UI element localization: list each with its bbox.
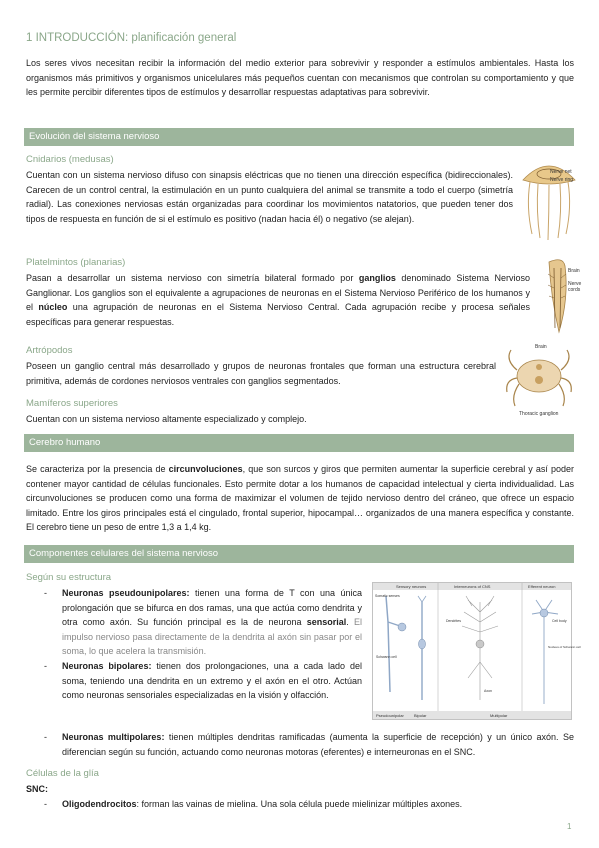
neuron-types-figure	[372, 582, 581, 720]
fig-label-dendrites: Dendrites	[446, 619, 461, 623]
fig-header-sensory: Sensory neurons	[396, 584, 427, 589]
fig-label-cellbody: Cell body	[552, 619, 567, 623]
planarias-text-e: una agrupación de neuronas en el Sistema Nervioso Central. Cada agrupación recibe y procesa señales específicas para generar respuestas.	[26, 302, 530, 327]
dash-bullet: -	[44, 799, 47, 809]
snc-label: SNC:	[26, 784, 48, 794]
fig-label-axon: Axon	[484, 689, 492, 693]
planaria-label-nerve: Nerve	[568, 281, 582, 287]
section-heading-componentes: Componentes celulares del sistema nervioso	[24, 545, 574, 563]
planarias-term-ganglios: ganglios	[358, 273, 396, 283]
oligodendrocitos-text: : forman las vainas de mielina. Una sola célula puede mielinizar múltiples axones.	[136, 799, 463, 809]
cerebro-paragraph	[26, 462, 574, 535]
pseudounipolar-text2: .	[346, 617, 354, 628]
mamiferos-paragraph: Cuentan con un sistema nervioso altamente especializado y complejo.	[26, 414, 307, 424]
planarias-title: Platelmintos (planarias)	[26, 257, 126, 268]
fig-header-interneurons: Interneurons of CNS	[454, 584, 491, 589]
list-item	[26, 730, 574, 759]
bipolar-term: Neuronas bipolares:	[62, 660, 152, 671]
crab-figure	[505, 340, 573, 418]
page-number: 1	[567, 822, 572, 831]
jellyfish-figure	[518, 152, 580, 242]
planarias-text-c: denominado Sistema Nervioso Ganglionar. Los ganglios son el equivalente a agrupaciones de neuronas en el Sistema Nervioso Periférico de los humanos y el	[26, 273, 530, 313]
pseudounipolar-term-sensorial: sensorial	[306, 617, 347, 628]
fig-label-nucleus-schwann: Nucleus of Schwann cell	[548, 645, 581, 649]
planaria-label-brain: Brain	[568, 268, 580, 274]
glia-list	[26, 797, 574, 812]
bipolar-text: tienen dos prolongaciones, una a cada lado del soma, teniendo una dendrita en un extremo y el axón en el otro. Actúan como neuronas sensoriales especializadas en la visión y olfacción.	[62, 660, 362, 701]
fig-footer-pseudounipolar: Pseudounipolar	[376, 713, 404, 718]
planarias-text-a: Pasan a desarrollar un sistema nervioso con simetría bilateral formado por	[26, 273, 359, 283]
planarias-paragraph	[26, 271, 530, 329]
neuron-list-part-2	[26, 730, 574, 759]
estructura-title: Según su estructura	[26, 572, 112, 583]
fig-footer-bipolar: Bipolar	[414, 713, 427, 718]
crab-label-brain: Brain	[535, 344, 547, 350]
dash-bullet: -	[44, 732, 47, 742]
multipolar-term: Neuronas multipolares:	[62, 732, 165, 742]
pseudounipolar-note: El impulso nervioso pasa directamente de la dendrita al axón sin pasar por el soma, lo que acelera la transmisión.	[62, 617, 362, 657]
dash-bullet: -	[44, 588, 47, 598]
glia-title: Células de la glía	[26, 768, 99, 779]
mamiferos-title: Mamíferos superiores	[26, 398, 118, 409]
list-item	[26, 797, 574, 812]
fig-label-schwann: Schwann cell	[376, 655, 397, 659]
fig-footer-multipolar: Multipolar	[490, 713, 508, 718]
jelly-label-ring: Nerve ring	[550, 177, 574, 183]
crab-label-ganglion: Thoracic ganglion	[519, 411, 559, 417]
neuron-list-part-1	[26, 586, 362, 703]
oligodendrocitos-term: Oligodendrocitos	[62, 799, 137, 809]
pseudounipolar-text: tienen una forma de T con una única prolongación que se bifurca en dos ramas, una que actúa como dendrita y otra como axón. Su función principal es la de neurona	[62, 588, 362, 628]
fig-header-efferent: Efferent neuron	[528, 584, 556, 589]
cnidarios-paragraph: Cuentan con un sistema nervioso difuso con sinapsis eléctricas que no tienen una dirección específica (bidireccionales). Carecen de un control central, la estimulación en un punto cualquiera del animal se transmite a todo el cuerpo (simetría radial). Las conexiones nerviosas están organizadas para coordinar los movimientos natatorios, que pueden tener dos tipos de respuesta en función de si el estímulo es positivo (nadan hacia él) o negativo (se alejan).	[26, 170, 513, 224]
jelly-label-net: Nerve net	[550, 169, 572, 175]
multipolar-text: tienen múltiples dendritas ramificadas (aumenta la superficie de recepción) y un único axón. Se diferencian según su función, actuando como neuronas motoras (eferentes) e interneuronas en el SNC.	[62, 732, 574, 757]
section-heading-cerebro: Cerebro humano	[24, 434, 574, 452]
list-item	[26, 659, 362, 703]
planarias-term-nucleo: núcleo	[38, 302, 68, 313]
page-title: 1 INTRODUCCIÓN: planificación general	[26, 32, 237, 44]
planaria-figure	[535, 258, 583, 336]
cerebro-term-circunvoluciones: circunvoluciones	[168, 464, 243, 474]
dash-bullet: -	[44, 660, 47, 671]
cerebro-text-c: , que son surcos y giros que permiten aumentar la superficie cerebral y así poder contener mayor cantidad de células funcionales. Esto permite dotar a los humanos de capacidad intelectual y cierta individualidad. Las circunvoluciones se producen como una forma de maximizar el volumen de tejido nervioso dentro del cráneo, que ofrece un espacio limitado. Entre los giros principales está el cingulado, frontal superior, hipocampal… organizados de una manera específica y constante. El cerebro tiene un peso de entre 1,3 a 1,4 kg.	[26, 464, 574, 533]
list-item	[26, 586, 362, 659]
planaria-label-cords: cords	[568, 287, 581, 293]
cnidarios-title: Cnidarios (medusas)	[26, 154, 114, 165]
pseudounipolar-term: Neuronas pseudounipolares:	[62, 588, 190, 598]
artropodos-title: Artrópodos	[26, 345, 73, 356]
fig-label-somatic: Somatic senses	[375, 594, 400, 598]
section-heading-evolucion: Evolución del sistema nervioso	[24, 128, 574, 146]
cerebro-text-a: Se caracteriza por la presencia de	[26, 464, 169, 474]
artropodos-paragraph: Poseen un ganglio central más desarrollado y grupos de neuronas frontales que forman una estructura cerebral primitiva, además de cordones nerviosos ventrales con ganglios segmentados.	[26, 361, 496, 386]
intro-paragraph: Los seres vivos necesitan recibir la información del medio exterior para sobrevivir y responder a estímulos ambientales. Hasta los organismos más primitivos y organismos unicelulares más pequeños cuentan con mecanismos que controlan su comportamiento y que les permite percibir diferentes tipos de estímulos y desarrollar respuestas adaptativas para sobrevivir.	[26, 58, 574, 98]
